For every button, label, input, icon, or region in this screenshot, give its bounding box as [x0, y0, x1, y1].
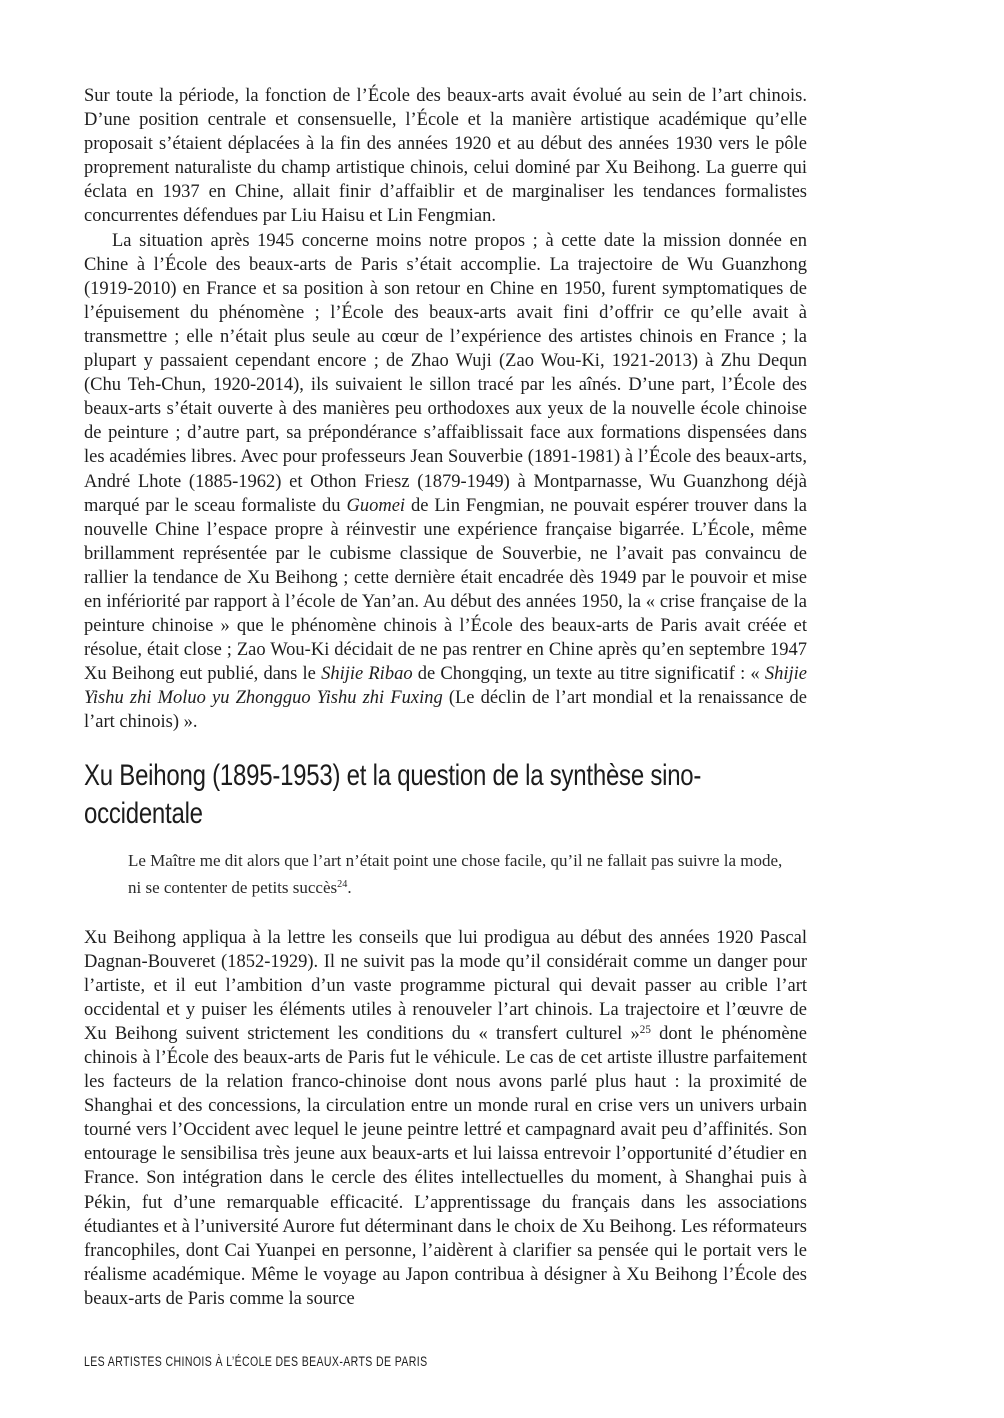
page-column	[84, 84, 807, 1311]
text-run: .	[347, 878, 352, 898]
text-run: (Le déclin de l’art mondial et la renaissance de l’art chinois) ».	[84, 688, 807, 733]
text-run: de Chongqing, un texte au titre significatif : «	[412, 664, 765, 685]
text-run: dont le phénomène chinois à l’École des beaux-arts de Paris fut le véhicule. Le cas de cet artiste illustre parfaitement les facteurs de la relation franco-chinoise dont nous avons parlé plus haut : la proximité de Shanghai et des concessions, la circulation entre un monde rural en crise vers un univers urbain tourné vers l’Occident avec lequel le jeune peintre lettré et campagnard avait peu d’affinités. Son entourage le sensibilisa très jeune aux beaux-arts et lui laissa entrevoir l’opportunité d’étudier en France. Son intégration dans le cercle des élites intellectuelles du moment, à Shanghai puis à Pékin, fut d’une remarquable efficacité. L’apprentissage du français dans les associations étudiantes et à l’université Aurore fut déterminant dans le choix de Xu Beihong. Les réformateurs francophiles, dont Cai Yuanpei en personne, l’aidèrent à clarifier sa pensée qui le portait vers le réalisme académique. Même le voyage au Japon contribua à désigner à Xu Beihong l’École des beaux-arts de Paris comme la source	[84, 1023, 808, 1309]
text-run: Shijie Yishu zhi Moluo yu Zhongguo Yishu zhi Fuxing	[84, 664, 807, 709]
text-run: Sur toute la période, la fonction de l’École des beaux-arts avait évolué au sein de l’art chinois. D’une position centrale et consensuelle, l’École et la manière artistique académique qu’elle proposait s’étaient déplacées à la fin des années 1920 et au début des années 1930 vers le pôle proprement naturaliste du champ artistique chinois, celui dominé par Xu Beihong. La guerre qui éclata en 1937 en Chine, allait finir d’affaiblir et de marginaliser les tendances formalistes concurrentes défendues par Liu Haisu et Lin Fengmian.	[84, 86, 807, 227]
running-footer-title: LES ARTISTES CHINOIS À L’ÉCOLE DES BEAUX-ARTS DE PARIS	[84, 1354, 428, 1369]
body-paragraph-1	[84, 84, 807, 229]
text-run: Le Maître me dit alors que l’art n’était point une chose facile, qu’il ne fallait pas suivre la mode, ni se contenter de petits succès	[128, 850, 783, 898]
text-run: Xu Beihong appliqua à la lettre les conseils que lui prodigua au début des années 1920 Pascal Dagnan-Bouveret (1852-1929). Il ne suivit pas la mode qu’il considérait comme un danger pour l’artiste, et il eut l’ambition d’un vaste programme pictural qui devait passer au crible l’art occidental et y puiser les éléments utiles à renouveler l’art chinois. La trajectoire et l’œuvre de Xu Beihong suivent strictement les conditions du « transfert culturel »	[84, 927, 807, 1044]
block-quote	[128, 847, 798, 902]
footnote-reference: 24	[337, 879, 348, 891]
section-paragraph-1	[84, 926, 807, 1312]
section-heading: Xu Beihong (1895-1953) et la question de la synthèse sino-occidentale	[84, 758, 702, 830]
text-run: Shijie Ribao	[321, 664, 413, 685]
footnote-reference: 25	[639, 1023, 651, 1036]
text-run: La situation après 1945 concerne moins notre propos ; à cette date la mission donnée en Chine à l’École des beaux-arts de Paris s’était accomplie. La trajectoire de Wu Guanzhong (1919-2010) en France et sa position à son retour en Chine en 1950, furent symptomatiques de l’épuisement du phénomène ; l’École des beaux-arts avait fini d’offrir ce qu’elle avait à transmettre ; elle n’était plus seule au cœur de l’expérience des artistes chinois en France ; la plupart y passaient cependant encore ; de Zhao Wuji (Zao Wou-Ki, 1921-2013) à Zhu Dequn (Chu Teh-Chun, 1920-2014), ils suivaient le sillon tracé par les aînés. D’une part, l’École des beaux-arts s’était ouverte à des manières peu orthodoxes aux yeux de la nouvelle école chinoise de peinture ; d’autre part, sa prépondérance s’affaiblissait face aux formations dispensées dans les académies libres. Avec pour professeurs Jean Souverbie (1891-1981) à l’École des beaux-arts, André Lhote (1885-1962) et Othon Friesz (1879-1949) à Montparnasse, Wu Guanzhong déjà marqué par le sceau formaliste du	[84, 230, 807, 516]
body-paragraph-2	[84, 229, 807, 735]
text-run: Guomei	[346, 495, 406, 516]
text-run: de Lin Fengmian, ne pouvait espérer trouver dans la nouvelle Chine l’espace propre à réinvestir une expérience française bigarrée. L’École, même brillamment représentée par le cubisme classique de Souverbie, ne l’avait pas convaincu de rallier la tendance de Xu Beihong ; cette dernière était encadrée dès 1949 par le pouvoir et mise en infériorité par rapport à l’école de Yan’an. Au début des années 1950, la « crise française de la peinture chinoise » que le phénomène chinois à l’École des beaux-arts de Paris avait créée et résolue, était close ; Zao Wou-Ki décidait de ne pas rentrer en Chine après qu’en septembre 1947 Xu Beihong eut publié, dans le	[84, 495, 807, 685]
